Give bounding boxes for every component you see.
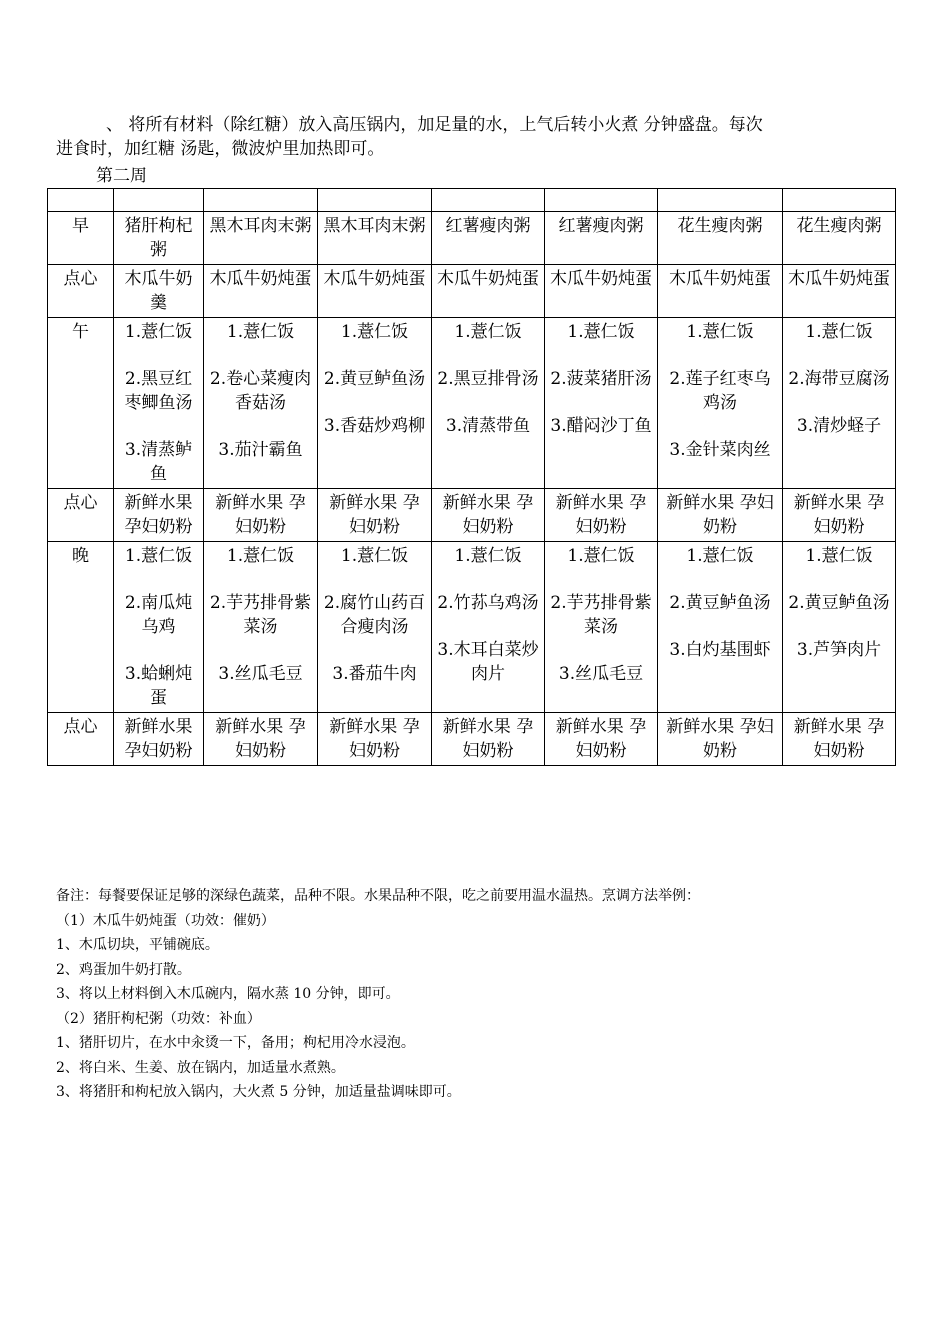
meal-cell	[204, 318, 318, 489]
meal-label: 早	[48, 212, 114, 265]
dish-item: 3.丝瓜毛豆	[218, 664, 303, 684]
dish-item: 2.黄豆鲈鱼汤	[788, 593, 890, 613]
note-line: 3、将猪肝和枸杞放入锅内，大火煮 5 分钟，加适量盐调味即可。	[56, 1084, 461, 1100]
dish-item: 1.薏仁饭	[226, 546, 295, 566]
dish-spacer	[118, 344, 199, 367]
meal-cell	[114, 318, 204, 489]
meal-cell	[204, 713, 318, 766]
dish-item: 2.海带豆腐汤	[788, 369, 890, 389]
meal-cell	[204, 265, 318, 318]
table-row	[48, 212, 896, 265]
meal-cell	[658, 542, 783, 713]
dish-item: 猪肝枸杞粥	[124, 216, 193, 260]
dish-item: 新鲜水果 孕妇奶粉	[329, 717, 420, 761]
dish-spacer	[662, 615, 778, 638]
dish-item: 3.芦笋肉片	[796, 640, 882, 660]
dish-item: 黑木耳肉末粥	[209, 216, 312, 236]
dish-spacer	[549, 391, 653, 414]
meal-cell	[114, 265, 204, 318]
meal-cell	[545, 542, 658, 713]
dish-item: 新鲜水果 孕妇奶粉	[793, 493, 885, 537]
dish-item: 新鲜水果 孕妇奶粉	[666, 717, 774, 761]
meal-label: 午	[48, 318, 114, 489]
intro-line-2: 进食时，加红糖 汤匙，微波炉里加热即可。	[56, 139, 385, 159]
dish-spacer	[549, 568, 653, 591]
table-row	[48, 318, 896, 489]
note-line: （2）猪肝枸杞粥（功效：补血）	[56, 1010, 261, 1027]
table-header-row	[48, 189, 896, 212]
dish-item: 2.芋艿排骨紫菜汤	[550, 593, 652, 637]
meal-cell	[783, 318, 896, 489]
dish-item: 1.薏仁饭	[124, 322, 193, 342]
meal-cell	[318, 318, 432, 489]
meal-cell	[318, 265, 432, 318]
meal-cell	[204, 542, 318, 713]
dish-item: 1.薏仁饭	[686, 546, 754, 566]
note-line: 1、木瓜切块，平铺碗底。	[56, 937, 219, 953]
dish-item: 2.黄豆鲈鱼汤	[669, 593, 771, 613]
dish-item: 1.薏仁饭	[340, 322, 409, 342]
meal-cell	[658, 265, 783, 318]
meal-cell	[783, 212, 896, 265]
meal-cell	[545, 265, 658, 318]
week-title: 第二周	[96, 166, 147, 186]
dish-item: 2.腐竹山药百合瘦肉汤	[323, 593, 426, 637]
dish-spacer	[208, 415, 313, 438]
dish-item: 3.茄汁霸鱼	[218, 440, 303, 460]
dish-item: 3.清蒸带鱼	[445, 416, 531, 436]
dish-item: 1.薏仁饭	[567, 546, 635, 566]
dish-spacer	[208, 568, 313, 591]
dish-spacer	[208, 639, 313, 662]
meal-cell	[114, 713, 204, 766]
dish-item: 木瓜牛奶炖蛋	[550, 269, 652, 289]
dish-spacer	[662, 344, 778, 367]
header-cell	[658, 189, 783, 212]
meal-cell	[783, 489, 896, 542]
dish-spacer	[436, 615, 540, 638]
dish-item: 木瓜牛奶羹	[124, 269, 193, 313]
meal-cell	[783, 542, 896, 713]
dish-item: 3.香菇炒鸡柳	[323, 416, 426, 436]
meal-cell	[545, 318, 658, 489]
header-cell	[783, 189, 896, 212]
dish-spacer	[436, 568, 540, 591]
dish-item: 3.清蒸鲈鱼	[124, 440, 193, 484]
dish-spacer	[787, 615, 891, 638]
notes-section	[56, 884, 916, 1105]
dish-spacer	[662, 415, 778, 438]
dish-item: 新鲜水果 孕妇奶粉	[666, 493, 774, 537]
dish-item: 3.醋闷沙丁鱼	[550, 416, 652, 436]
dish-item: 3.清炒蛏子	[796, 416, 882, 436]
dish-spacer	[322, 344, 427, 367]
meal-label: 点心	[48, 713, 114, 766]
dish-item: 新鲜水果 孕妇奶粉	[555, 717, 647, 761]
dish-item: 花生瘦肉粥	[796, 216, 882, 236]
dish-item: 新鲜水果 孕妇奶粉	[442, 493, 534, 537]
intro-paragraph	[56, 113, 896, 161]
meal-cell	[658, 212, 783, 265]
dish-item: 新鲜水果 孕妇奶粉	[329, 493, 420, 537]
meal-cell	[318, 212, 432, 265]
meal-cell	[432, 489, 545, 542]
intro-line-1: 、 将所有材料（除红糖）放入高压锅内，加足量的水，上气后转小火煮 分钟盛盘。每次	[106, 115, 763, 135]
meal-cell	[318, 542, 432, 713]
dish-item: 木瓜牛奶炖蛋	[788, 269, 890, 289]
dish-item: 1.薏仁饭	[686, 322, 754, 342]
meal-cell	[545, 212, 658, 265]
dish-spacer	[436, 391, 540, 414]
note-line: 2、鸡蛋加牛奶打散。	[56, 961, 191, 978]
header-cell	[204, 189, 318, 212]
meal-label: 晚	[48, 542, 114, 713]
dish-spacer	[787, 344, 891, 367]
dish-item: 3.白灼基围虾	[669, 640, 771, 660]
table-row	[48, 265, 896, 318]
dish-spacer	[662, 568, 778, 591]
dish-item: 红薯瘦肉粥	[558, 216, 644, 236]
dish-spacer	[322, 568, 427, 591]
dish-item: 1.薏仁饭	[340, 546, 409, 566]
dish-item: 木瓜牛奶炖蛋	[323, 269, 426, 289]
meal-cell	[432, 265, 545, 318]
dish-item: 2.菠菜猪肝汤	[550, 369, 652, 389]
note-line: 2、将白米、生姜、放在锅内，加适量水煮熟。	[56, 1059, 345, 1076]
dish-item: 木瓜牛奶炖蛋	[209, 269, 312, 289]
dish-item: 2.黑豆红枣鲫鱼汤	[124, 369, 193, 413]
dish-spacer	[436, 344, 540, 367]
meal-cell	[318, 489, 432, 542]
header-cell	[545, 189, 658, 212]
header-cell	[432, 189, 545, 212]
meal-cell	[432, 318, 545, 489]
meal-cell	[204, 489, 318, 542]
note-line: 1、猪肝切片，在水中汆烫一下，备用；枸杞用冷水浸泡。	[56, 1035, 415, 1051]
dish-spacer	[322, 391, 427, 414]
dish-spacer	[787, 568, 891, 591]
dish-item: 2.黄豆鲈鱼汤	[323, 369, 426, 389]
dish-item: 2.黑豆排骨汤	[437, 369, 539, 389]
meal-plan-table	[47, 188, 896, 766]
dish-item: 1.薏仁饭	[454, 546, 522, 566]
table-row	[48, 489, 896, 542]
dish-spacer	[787, 391, 891, 414]
dish-item: 新鲜水果 孕妇奶粉	[442, 717, 534, 761]
meal-cell	[783, 713, 896, 766]
dish-item: 木瓜牛奶炖蛋	[437, 269, 539, 289]
dish-item: 2.芋艿排骨紫菜汤	[209, 593, 312, 637]
dish-spacer	[118, 415, 199, 438]
dish-item: 花生瘦肉粥	[677, 216, 763, 236]
dish-item: 3.丝瓜毛豆	[558, 664, 644, 684]
meal-cell	[318, 713, 432, 766]
meal-label: 点心	[48, 265, 114, 318]
meal-plan-body	[48, 189, 896, 766]
dish-item: 3.番茄牛肉	[332, 664, 417, 684]
dish-item: 3.金针菜肉丝	[669, 440, 771, 460]
meal-cell	[545, 489, 658, 542]
meal-cell	[114, 542, 204, 713]
note-line: 备注：每餐要保证足够的深绿色蔬菜，品种不限。水果品种不限，吃之前要用温水温热。烹调方法举例：	[56, 888, 700, 904]
dish-item: 新鲜水果 孕妇奶粉	[215, 717, 306, 761]
dish-item: 黑木耳肉末粥	[323, 216, 426, 236]
table-row	[48, 542, 896, 713]
dish-item: 木瓜牛奶炖蛋	[669, 269, 771, 289]
dish-item: 1.薏仁饭	[805, 546, 873, 566]
header-cell	[318, 189, 432, 212]
meal-cell	[432, 212, 545, 265]
dish-item: 1.薏仁饭	[124, 546, 193, 566]
dish-spacer	[208, 344, 313, 367]
meal-cell	[114, 489, 204, 542]
note-line: 3、将以上材料倒入木瓜碗内，隔水蒸 10 分钟，即可。	[56, 986, 400, 1002]
dish-item: 2.南瓜炖乌鸡	[124, 593, 193, 637]
dish-item: 2.卷心菜瘦肉香菇汤	[209, 369, 312, 413]
dish-item: 2.竹荪乌鸡汤	[437, 593, 539, 613]
meal-cell	[658, 318, 783, 489]
meal-cell	[432, 713, 545, 766]
table-row	[48, 713, 896, 766]
dish-item: 1.薏仁饭	[226, 322, 295, 342]
meal-cell	[658, 713, 783, 766]
dish-item: 1.薏仁饭	[567, 322, 635, 342]
dish-item: 新鲜水果 孕妇奶粉	[215, 493, 306, 537]
meal-label: 点心	[48, 489, 114, 542]
dish-spacer	[118, 639, 199, 662]
dish-item: 3.蛤蜊炖蛋	[124, 664, 193, 708]
meal-cell	[204, 212, 318, 265]
meal-cell	[545, 713, 658, 766]
dish-spacer	[118, 568, 199, 591]
dish-item: 新鲜水果 孕妇奶粉	[793, 717, 885, 761]
header-cell	[48, 189, 114, 212]
dish-item: 2.莲子红枣乌鸡汤	[669, 369, 771, 413]
note-line: （1）木瓜牛奶炖蛋（功效：催奶）	[56, 912, 275, 929]
dish-item: 红薯瘦肉粥	[445, 216, 531, 236]
dish-item: 新鲜水果 孕妇奶粉	[124, 717, 193, 761]
meal-cell	[114, 212, 204, 265]
dish-item: 3.木耳白菜炒肉片	[437, 640, 539, 684]
dish-spacer	[322, 639, 427, 662]
header-cell	[114, 189, 204, 212]
meal-cell	[783, 265, 896, 318]
dish-item: 新鲜水果 孕妇奶粉	[124, 493, 193, 537]
meal-cell	[432, 542, 545, 713]
dish-item: 1.薏仁饭	[805, 322, 873, 342]
dish-spacer	[549, 639, 653, 662]
dish-item: 新鲜水果 孕妇奶粉	[555, 493, 647, 537]
dish-item: 1.薏仁饭	[454, 322, 522, 342]
meal-cell	[658, 489, 783, 542]
dish-spacer	[549, 344, 653, 367]
